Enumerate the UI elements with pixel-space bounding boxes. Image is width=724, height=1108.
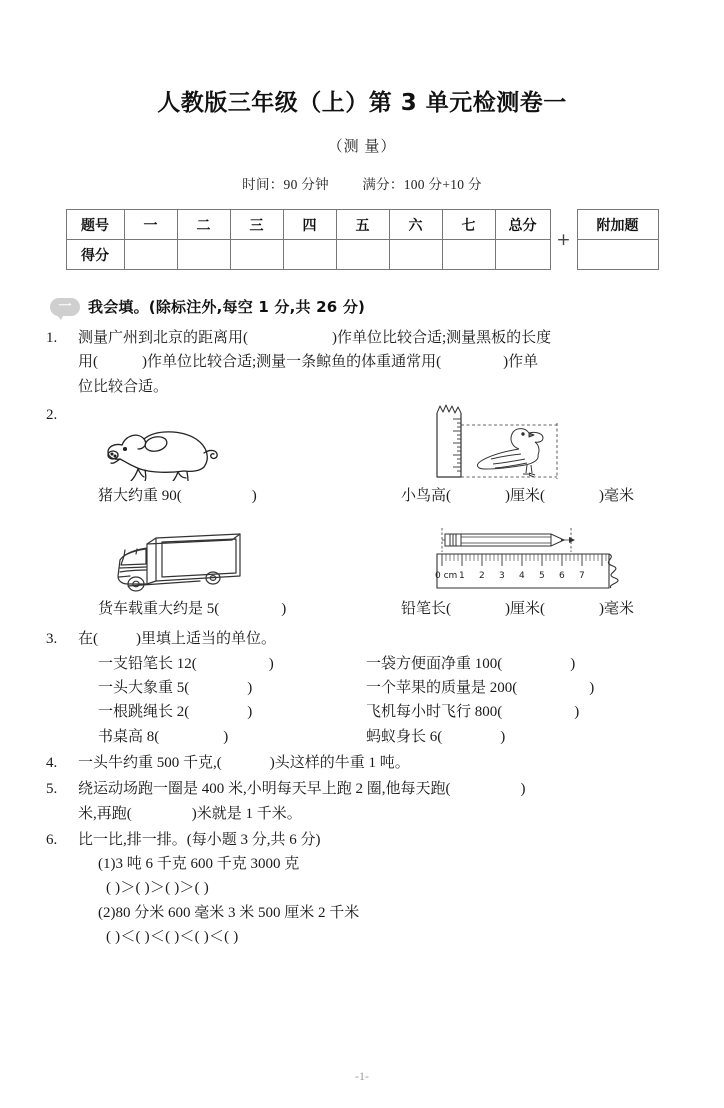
q3-item-3-right-text: 飞机每小时飞行 800( — [366, 704, 503, 721]
q6-sub-2: (2)80 分米 600 毫米 3 米 500 厘米 2 千米 — [98, 904, 360, 921]
q3-item-3-left — [98, 700, 366, 724]
score-col-7: 七 — [442, 210, 495, 240]
q3-item-1-right — [366, 652, 646, 676]
question-2-number: 2. — [46, 406, 58, 423]
q3-item-4-right — [366, 725, 646, 749]
table-row-header — [66, 210, 550, 240]
question-2 — [46, 403, 684, 622]
ruler-label-4: 4 — [519, 571, 525, 582]
question-3-number: 3. — [46, 631, 58, 648]
question-4-body — [78, 751, 684, 775]
q2-pencil-cell — [351, 516, 684, 594]
q1-line2-b: )作单位比较合适;测量一条鲸鱼的体重通常用( — [142, 354, 442, 371]
question-6-number: 6. — [46, 831, 58, 848]
score-col-6: 六 — [389, 210, 442, 240]
q3-row-3 — [78, 700, 684, 724]
q3-item-3-left-text: 一根跳绳长 2( — [98, 704, 190, 721]
page-subtitle: （测 量） — [327, 139, 397, 155]
q3-item-2-right — [366, 676, 646, 700]
q3-item-4-left — [98, 725, 366, 749]
q4-text-a: 一头牛约重 500 千克,( — [78, 754, 222, 771]
score-cell-6[interactable] — [389, 240, 442, 270]
question-1 — [46, 326, 684, 399]
q6-sub-1: (1)3 吨 6 千克 600 千克 3000 克 — [98, 856, 300, 873]
score-table-wrap — [0, 209, 724, 270]
q2-caption-pencil — [381, 597, 684, 621]
pig-icon — [100, 419, 228, 481]
q2-caption-pig — [78, 484, 381, 508]
question-6 — [46, 828, 684, 949]
q2-caption-pig-text: 猪大约重 90( — [98, 487, 182, 504]
table-row-extra-score — [577, 240, 658, 270]
q2-caption-pencil-end: )毫米 — [599, 601, 634, 618]
q2-caption-row-2 — [78, 597, 684, 621]
ruler-label-0: 0 cm — [435, 571, 458, 582]
section-marker-label: 一 — [58, 299, 72, 314]
exam-time: 时间：90 分钟 — [242, 177, 329, 192]
q3-row-1 — [78, 652, 684, 676]
score-col-total: 总分 — [495, 210, 550, 240]
q5-line2-b: )米就是 1 千米。 — [191, 805, 302, 822]
extra-score-cell[interactable] — [577, 240, 658, 270]
score-cell-4[interactable] — [283, 240, 336, 270]
bird-with-vertical-ruler-icon — [433, 403, 565, 481]
ruler-label-2: 2 — [479, 571, 485, 582]
question-2-body — [78, 403, 684, 622]
q3-stem: 在( — [78, 631, 98, 648]
score-table — [66, 209, 551, 270]
extra-score-table — [577, 209, 659, 270]
q2-truck-cell — [78, 516, 351, 594]
question-3-body — [78, 627, 684, 748]
question-list — [0, 326, 724, 949]
question-4 — [46, 751, 684, 775]
q2-caption-truck — [78, 597, 381, 621]
score-cell-2[interactable] — [177, 240, 230, 270]
score-col-3: 三 — [230, 210, 283, 240]
section-marker-badge — [50, 298, 80, 316]
q3-item-3-right — [366, 700, 646, 724]
score-cell-3[interactable] — [230, 240, 283, 270]
q5-line1-b: ) — [520, 781, 526, 798]
question-4-number: 4. — [46, 754, 58, 771]
ruler-label-7: 7 — [579, 571, 585, 582]
question-5-number: 5. — [46, 781, 58, 798]
q1-line1-b: )作单位比较合适;测量黑板的长度 — [332, 330, 552, 346]
q6-stem: 比一比,排一排。(每小题 3 分,共 6 分) — [78, 831, 321, 848]
q3-item-4-right-end: ) — [500, 728, 506, 745]
worksheet-page — [0, 84, 724, 1108]
score-cell-5[interactable] — [336, 240, 389, 270]
question-1-number: 1. — [46, 330, 58, 346]
q3-item-1-left-end: ) — [268, 655, 274, 672]
q3-item-3-right-end: ) — [574, 704, 580, 721]
q2-caption-pig-end: ) — [251, 487, 257, 504]
pencil-on-ruler-icon — [433, 522, 645, 594]
q2-pig-cell — [78, 403, 351, 481]
q1-line2-c: )作单 — [503, 354, 539, 371]
q2-caption-pencil-mid: )厘米( — [505, 601, 545, 618]
q2-caption-bird-mid: )厘米( — [505, 487, 545, 504]
q3-item-1-right-end: ) — [570, 655, 576, 672]
q5-line1-a: 绕运动场跑一圈是 400 米,小明每天早上跑 2 圈,他每天跑( — [78, 781, 451, 798]
q1-line2-a: 用( — [78, 354, 98, 371]
plus-sign: + — [556, 229, 571, 250]
section-title: 我会填。(除标注外,每空 1 分,共 26 分) — [88, 298, 366, 316]
q2-caption-bird — [381, 484, 684, 508]
q3-item-1-left — [98, 652, 366, 676]
truck-icon — [100, 524, 250, 594]
ruler-label-6: 6 — [559, 571, 565, 582]
q3-item-1-left-text: 一支铅笔长 12( — [98, 655, 197, 672]
q6-sub-2-answer[interactable]: ( )＜( )＜( )＜( )＜( ) — [106, 929, 239, 946]
ruler-label-5: 5 — [539, 571, 545, 582]
exam-info — [0, 173, 724, 193]
score-col-1: 一 — [124, 210, 177, 240]
question-5 — [46, 777, 684, 826]
exam-fullscore: 满分：100 分+10 分 — [362, 177, 482, 192]
q2-picture-row-2 — [78, 516, 684, 594]
question-5-body — [78, 777, 684, 826]
page-footer: -1- — [355, 1069, 369, 1083]
question-6-body — [78, 828, 684, 949]
q3-item-4-right-text: 蚂蚁身长 6( — [366, 728, 443, 745]
question-3 — [46, 627, 684, 748]
extra-header-label: 附加题 — [577, 210, 658, 240]
ruler-label-3: 3 — [499, 571, 505, 582]
q1-line3: 位比较合适。 — [78, 378, 169, 395]
q3-item-2-left-end: ) — [247, 680, 253, 697]
q2-caption-truck-text: 货车载重大约是 5( — [98, 601, 220, 618]
q3-item-4-left-end: ) — [223, 728, 229, 745]
ruler-label-1: 1 — [459, 571, 465, 582]
q1-line1-a: 测量广州到北京的距离用( — [78, 330, 248, 346]
question-1-body — [78, 326, 684, 399]
q2-caption-row-1 — [78, 484, 684, 508]
score-table-row-label-2: 得分 — [66, 240, 124, 270]
q3-stem-end: )里填上适当的单位。 — [136, 631, 276, 648]
q5-line2-a: 米,再跑( — [78, 805, 132, 822]
q3-item-4-left-text: 书桌高 8( — [98, 728, 160, 745]
q4-text-b: )头这样的牛重 1 吨。 — [269, 754, 410, 771]
table-row-scores — [66, 240, 550, 270]
q2-picture-row-1 — [78, 403, 684, 481]
q3-row-4 — [78, 725, 684, 749]
section-header-1 — [0, 296, 724, 317]
q3-item-2-right-end: ) — [589, 680, 595, 697]
q3-item-2-right-text: 一个苹果的质量是 200( — [366, 680, 518, 697]
q3-item-1-right-text: 一袋方便面净重 100( — [366, 655, 503, 672]
q3-item-3-left-end: ) — [247, 704, 253, 721]
q2-bird-cell — [351, 403, 684, 481]
score-cell-7[interactable] — [442, 240, 495, 270]
q2-caption-bird-end: )毫米 — [599, 487, 634, 504]
score-cell-total[interactable] — [495, 240, 550, 270]
table-row-extra-header — [577, 210, 658, 240]
q2-caption-pencil-text: 铅笔长( — [401, 601, 451, 618]
score-cell-1[interactable] — [124, 240, 177, 270]
q3-item-2-left — [98, 676, 366, 700]
score-col-4: 四 — [283, 210, 336, 240]
q3-item-2-left-text: 一头大象重 5( — [98, 680, 190, 697]
q2-caption-truck-end: ) — [281, 601, 287, 618]
score-col-2: 二 — [177, 210, 230, 240]
score-table-row-label-1: 题号 — [66, 210, 124, 240]
score-col-5: 五 — [336, 210, 389, 240]
q3-row-2 — [78, 676, 684, 700]
page-title: 人教版三年级（上）第 3 单元检测卷一 — [157, 90, 567, 116]
q6-sub-1-answer[interactable]: ( )＞( )＞( )＞( ) — [106, 880, 209, 897]
q2-caption-bird-text: 小鸟高( — [401, 487, 451, 504]
